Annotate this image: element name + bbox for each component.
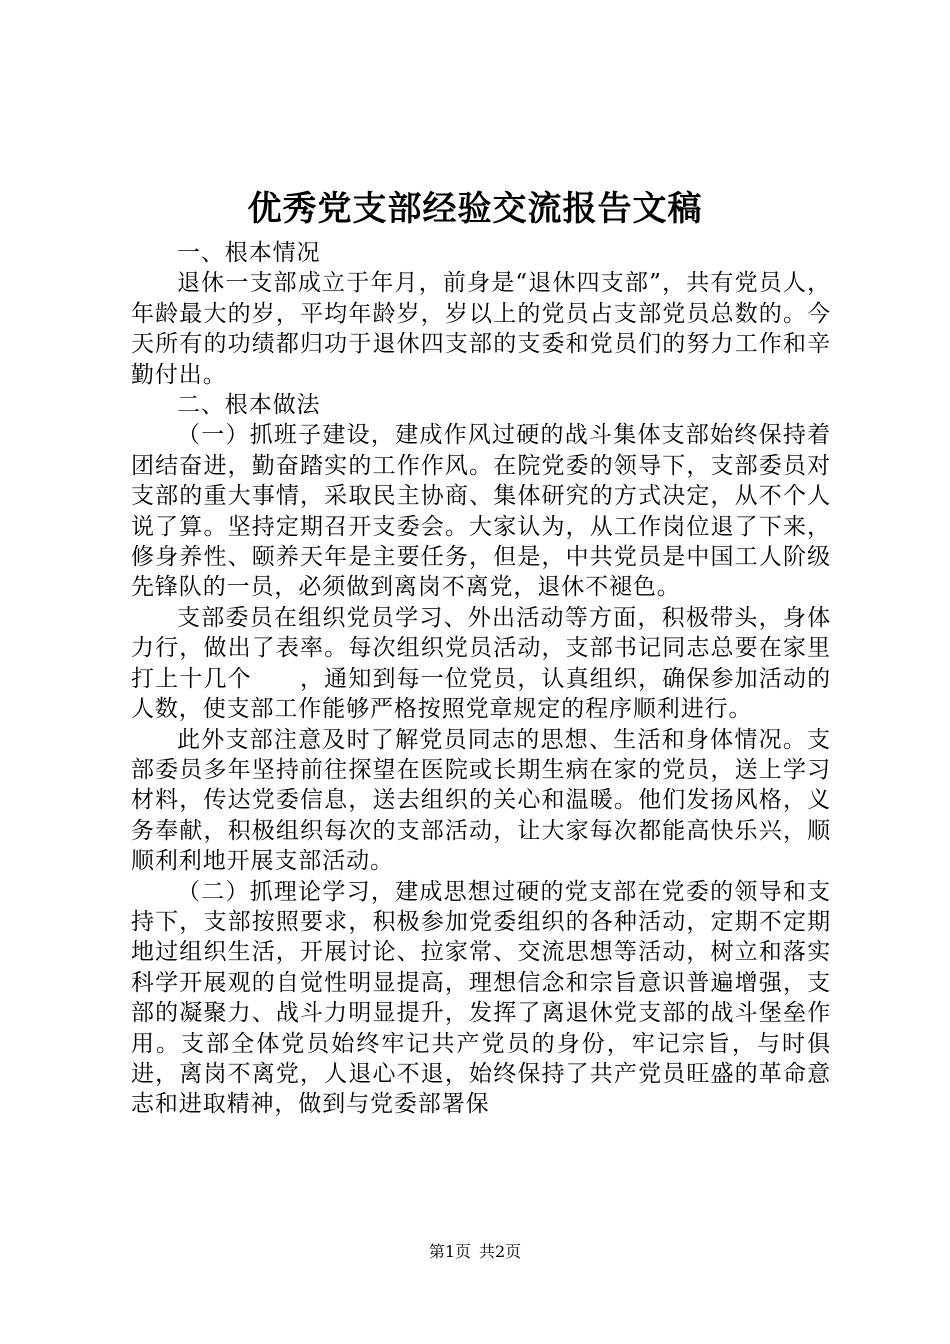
document-body: [131, 238, 831, 1120]
page-footer: [0, 1241, 950, 1263]
paragraph: 此外支部注意及时了解党员同志的思想、生活和身体情况。支部委员多年坚持前往探望在医院或长期生病在家的党员，送上学习材料，传达党委信息，送去组织的关心和温暖。他们发扬风格，义务奉献，积极组织每次的支部活动，让大家每次都能高快乐兴，顺顺利利地开展支部活动。: [131, 726, 831, 875]
page-number: 第1页: [428, 1242, 471, 1261]
document-title: 优秀党支部经验交流报告文稿: [247, 189, 703, 229]
paragraph: （一）抓班子建设，建成作风过硬的战斗集体支部始终保持着团结奋进，勤奋踏实的工作作风。在院党委的领导下，支部委员对支部的重大事情，采取民主协商、集体研究的方式决定，从不个人说了算。坚持定期召开支委会。大家认为，从工作岗位退了下来，修身养性、颐养天年是主要任务，但是，中共党员是中国工人阶级先锋队的一员，必须做到离岗不离党，退休不褪色。: [131, 422, 831, 601]
paragraph: （二）抓理论学习，建成思想过硬的党支部在党委的领导和支持下，支部按照要求，积极参加党委组织的各种活动，定期不定期地过组织生活，开展讨论、拉家常、交流思想等活动，树立和落实科学开展观的自觉性明显提高，理想信念和宗旨意识普遍增强，支部的凝聚力、战斗力明显提升，发挥了离退休党支部的战斗堡垒作用。支部全体党员始终牢记共产党员的身份，牢记宗旨，与时俱进，离岗不离党，人退心不退，始终保持了共产党员旺盛的革命意志和进取精神，做到与党委部署保: [131, 878, 831, 1118]
paragraph: 退休一支部成立于年月，前身是“退休四支部”，共有党员人，年龄最大的岁，平均年龄岁，岁以上的党员占支部党员总数的。今天所有的功绩都归功于退休四支部的支委和党员们的努力工作和辛勤付出。: [131, 270, 831, 388]
section-heading-basic-situation: 一、根本情况: [177, 240, 321, 266]
page-total: 共2页: [479, 1242, 522, 1261]
paragraph: 支部委员在组织党员学习、外出活动等方面，积极带头，身体力行，做出了表率。每次组织党员活动，支部书记同志总要在家里打上十几个 ，通知到每一位党员，认真组织，确保参加活动的人数，使支部工作能够严格按照党章规定的程序顺利进行。: [131, 604, 831, 723]
section-heading-basic-practice: 二、根本做法: [177, 392, 321, 419]
